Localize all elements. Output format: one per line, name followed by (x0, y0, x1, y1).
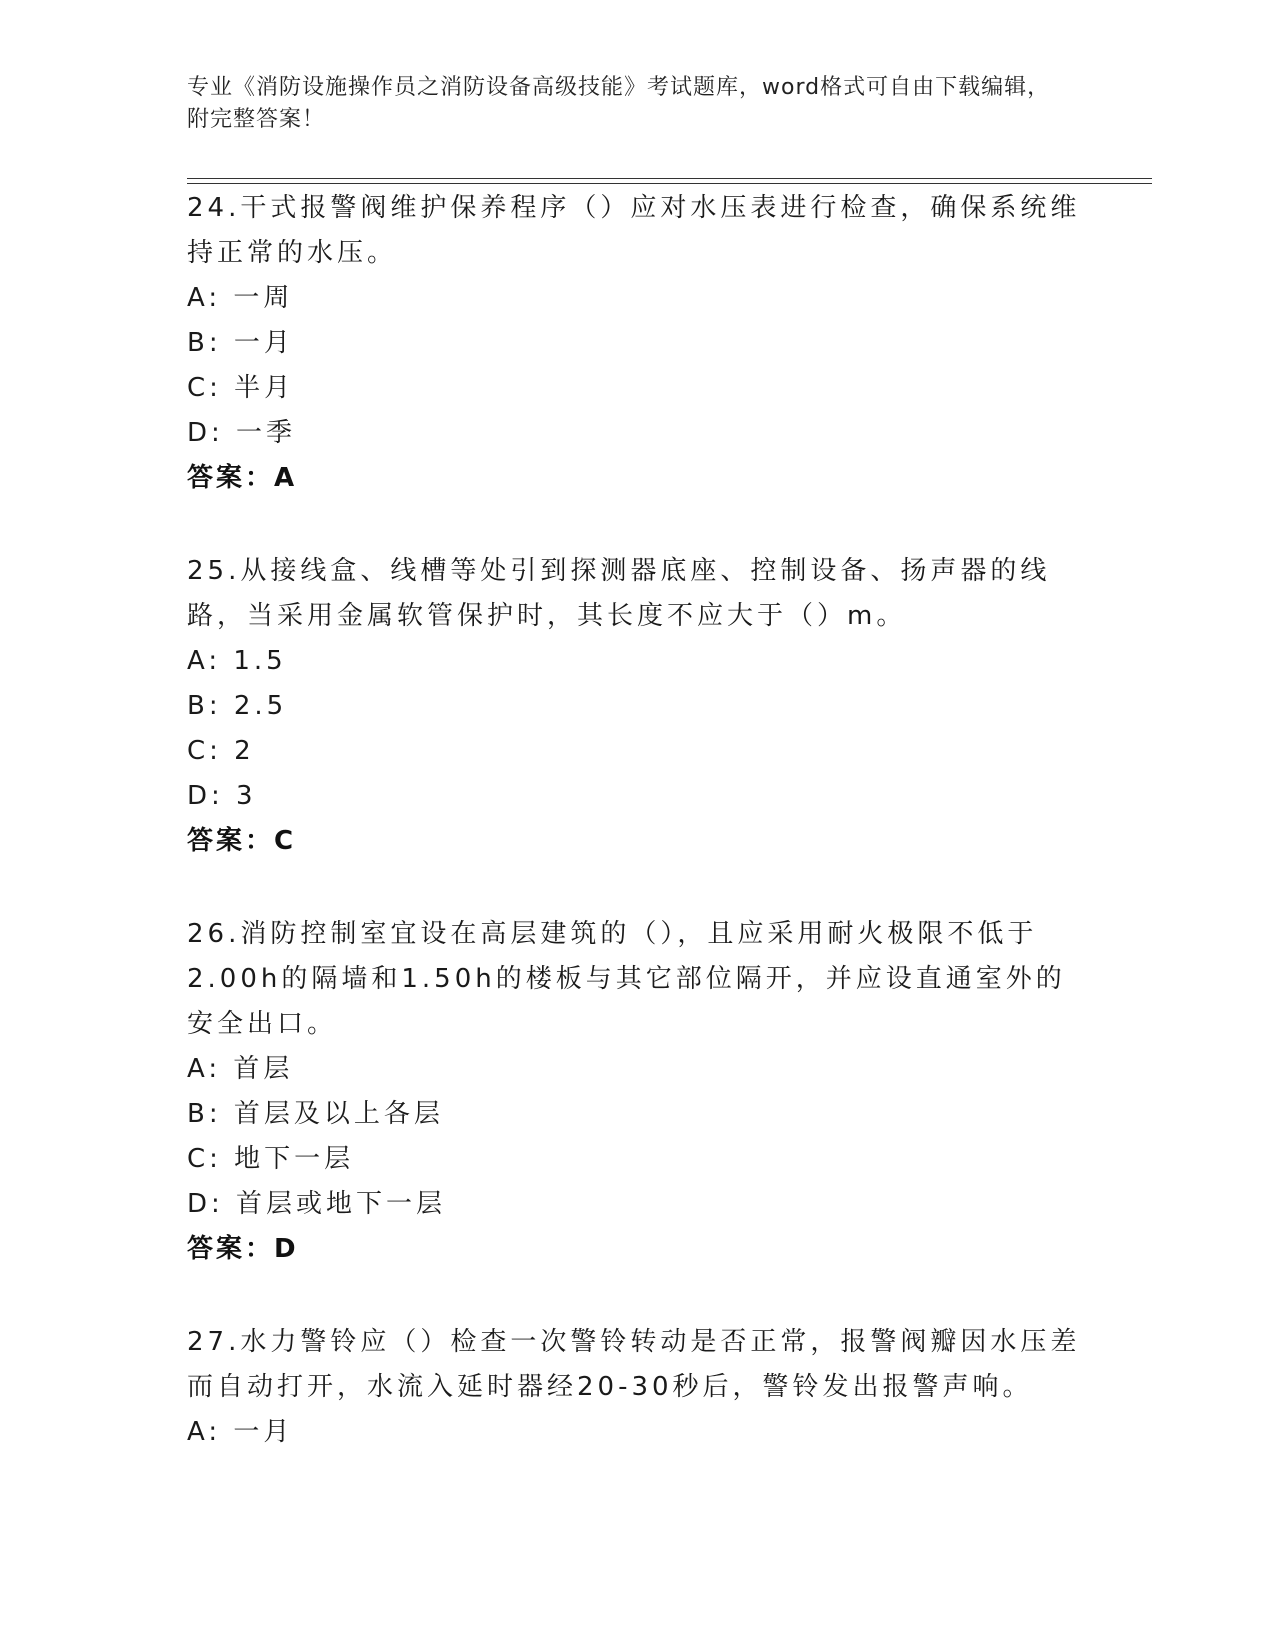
question-text: 26.消防控制室宜设在高层建筑的（），且应采用耐火极限不低于2.00h的隔墙和1.50h的楼板与其它部位隔开，并应设直通室外的安全出口。 (187, 919, 1066, 1039)
header-divider-top (187, 178, 1152, 179)
option-a: A: 1.5 (187, 646, 287, 676)
option-d: D: 首层或地下一层 (187, 1189, 447, 1219)
option-a: A: 一月 (187, 1417, 294, 1447)
question-27 (187, 1320, 1087, 1455)
option-d: D: 一季 (187, 418, 297, 448)
question-24 (187, 186, 1087, 501)
question-list (187, 186, 1087, 1455)
option-c: C: 2 (187, 736, 255, 766)
header-divider-bottom (187, 183, 1152, 184)
answer: 答案：A (187, 463, 298, 493)
option-b: B: 2.5 (187, 691, 288, 721)
option-a: A: 一周 (187, 283, 294, 313)
question-text: 25.从接线盒、线槽等处引到探测器底座、控制设备、扬声器的线路，当采用金属软管保护时，其长度不应大于（）m。 (187, 556, 1051, 631)
option-d: D: 3 (187, 781, 257, 811)
option-a: A: 首层 (187, 1054, 294, 1084)
option-b: B: 一月 (187, 328, 294, 358)
question-text: 24.干式报警阀维护保养程序（）应对水压表进行检查，确保系统维持正常的水压。 (187, 193, 1081, 268)
answer: 答案：C (187, 826, 297, 856)
question-26 (187, 912, 1087, 1272)
answer: 答案：D (187, 1234, 299, 1264)
option-c: C: 地下一层 (187, 1144, 355, 1174)
option-c: C: 半月 (187, 373, 295, 403)
question-25 (187, 549, 1087, 864)
question-text: 27.水力警铃应（）检查一次警铃转动是否正常，报警阀瓣因水压差而自动打开，水流入延时器经20-30秒后，警铃发出报警声响。 (187, 1327, 1081, 1402)
document-header: 专业《消防设施操作员之消防设备高级技能》考试题库，word格式可自由下载编辑，附完整答案！ (187, 75, 1051, 132)
option-b: B: 首层及以上各层 (187, 1099, 444, 1129)
